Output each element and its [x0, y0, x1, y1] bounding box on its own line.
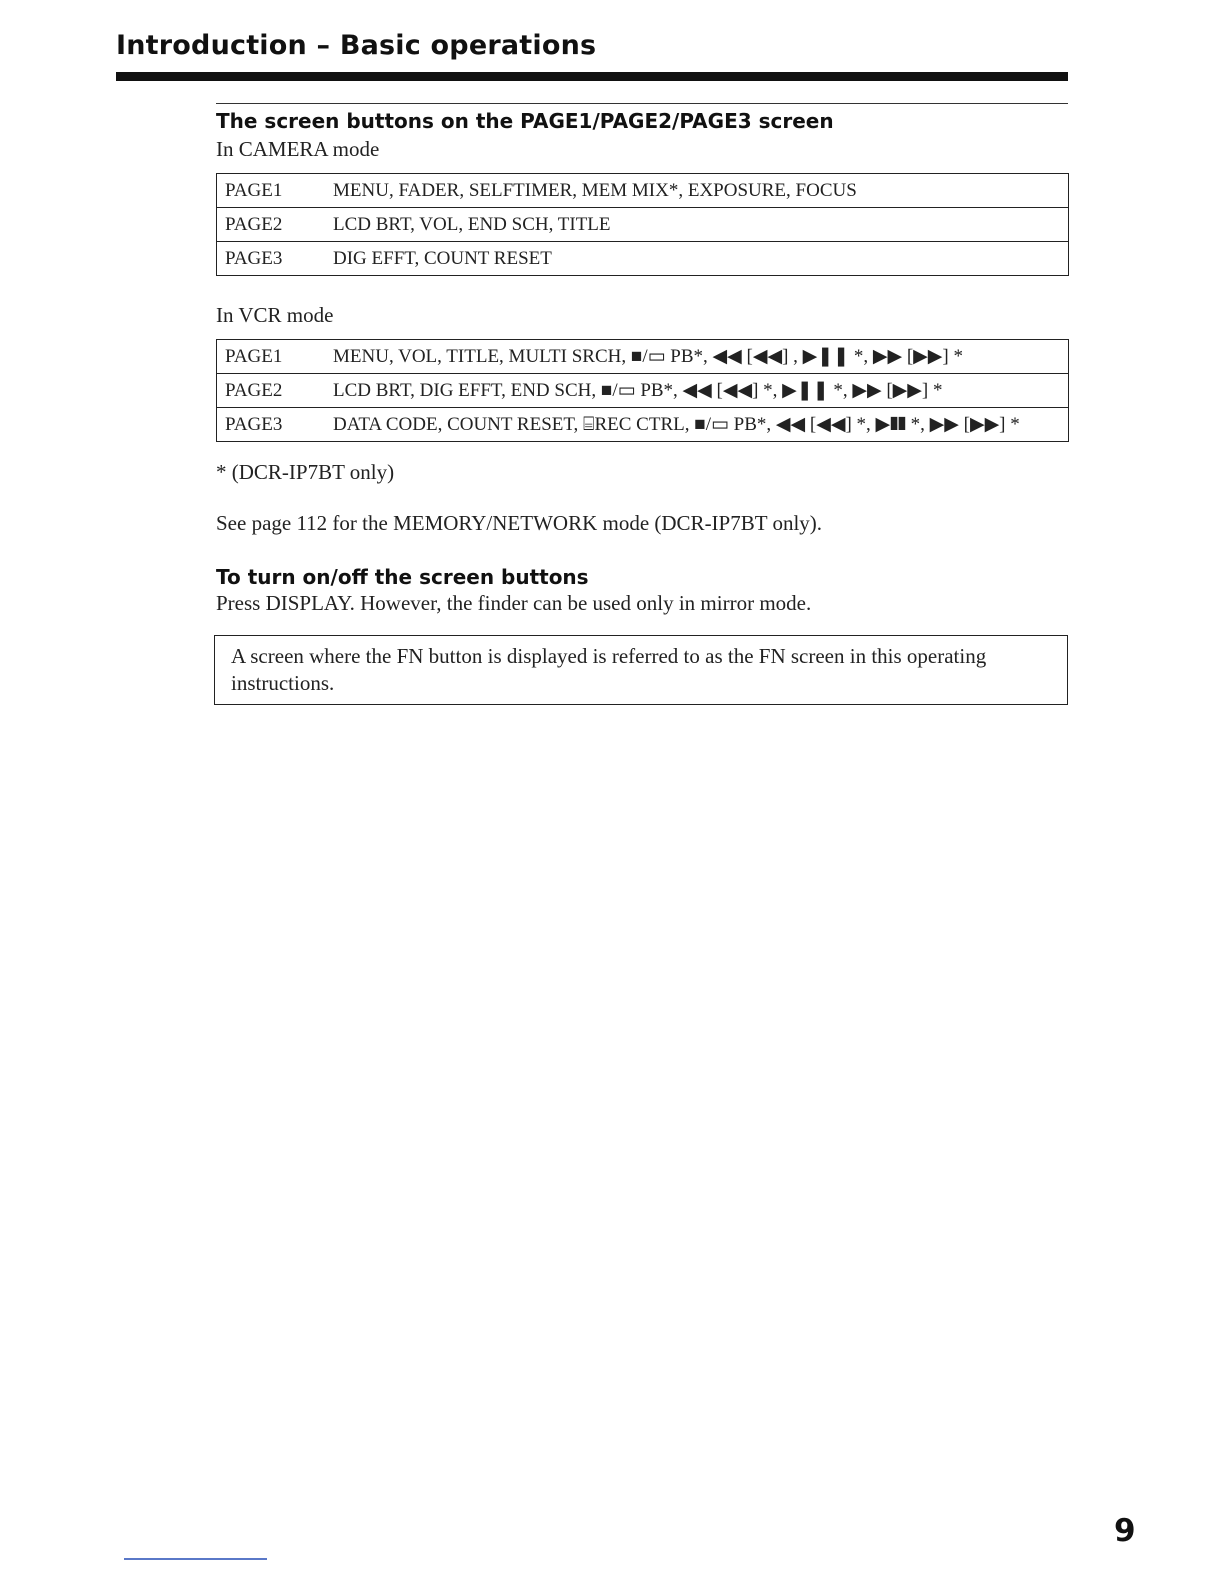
- see-page-text: See page 112 for the MEMORY/NETWORK mode (DCR-IP7BT only).: [216, 511, 823, 535]
- page-title: Introduction – Basic operations: [116, 30, 597, 61]
- buttons-cell: DATA CODE, COUNT RESET, ⌸REC CTRL, ■/▭ PB*, ◀◀ [◀◀] *, ▶❚❚ *, ▶▶ [▶▶] *: [325, 408, 1069, 442]
- buttons-cell: LCD BRT, VOL, END SCH, TITLE: [325, 208, 1069, 242]
- table-row: [217, 174, 1069, 208]
- section-heading-screen-buttons: The screen buttons on the PAGE1/PAGE2/PAGE3 screen: [216, 109, 834, 133]
- note-text: A screen where the FN button is displayed is referred to as the FN screen in this operating instructions.: [231, 644, 987, 695]
- buttons-cell: DIG EFFT, COUNT RESET: [325, 242, 1069, 276]
- page-cell: PAGE2: [217, 374, 326, 408]
- vcr-mode-label: In VCR mode: [216, 303, 334, 327]
- section-heading-toggle: To turn on/off the screen buttons: [216, 565, 589, 589]
- camera-mode-table: [216, 173, 1069, 276]
- page-cell: PAGE3: [217, 408, 326, 442]
- table-row: [217, 242, 1069, 276]
- section-divider: [216, 103, 1068, 104]
- vcr-mode-table: [216, 339, 1069, 442]
- page-cell: PAGE1: [217, 174, 326, 208]
- toggle-text: Press DISPLAY. However, the finder can be used only in mirror mode.: [216, 591, 812, 615]
- table-row: [217, 374, 1069, 408]
- footer-underline: [124, 1558, 267, 1560]
- header-rule: [116, 72, 1068, 81]
- table-row: [217, 208, 1069, 242]
- page-cell: PAGE2: [217, 208, 326, 242]
- page-cell: PAGE1: [217, 340, 326, 374]
- camera-mode-label: In CAMERA mode: [216, 137, 380, 161]
- table-row: [217, 408, 1069, 442]
- buttons-cell: LCD BRT, DIG EFFT, END SCH, ■/▭ PB*, ◀◀ [◀◀] *, ▶❚❚ *, ▶▶ [▶▶] *: [325, 374, 1069, 408]
- page-number: 9: [1114, 1513, 1136, 1549]
- buttons-cell: MENU, FADER, SELFTIMER, MEM MIX*, EXPOSURE, FOCUS: [325, 174, 1069, 208]
- page-cell: PAGE3: [217, 242, 326, 276]
- table-row: [217, 340, 1069, 374]
- footnote: * (DCR-IP7BT only): [216, 460, 395, 484]
- note-box: [214, 635, 1068, 705]
- buttons-cell: MENU, VOL, TITLE, MULTI SRCH, ■/▭ PB*, ◀◀ [◀◀] , ▶❚❚ *, ▶▶ [▶▶] *: [325, 340, 1069, 374]
